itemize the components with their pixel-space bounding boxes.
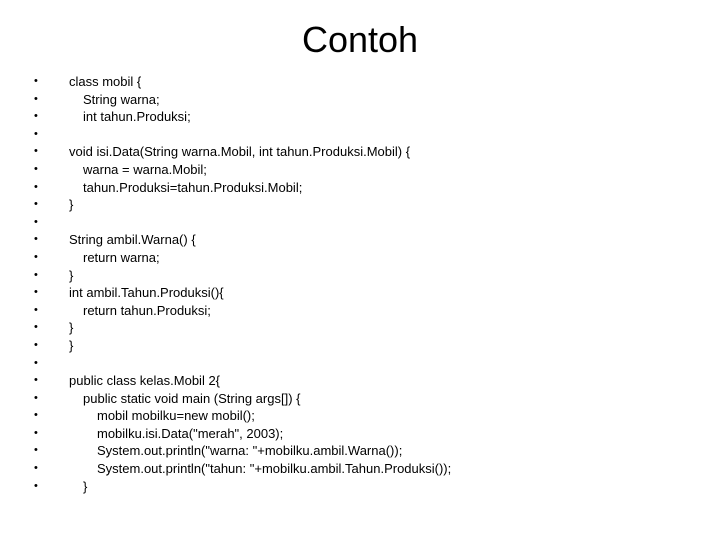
code-line [34,161,451,179]
code-line-text: warna = warna.Mobil; [83,161,207,177]
code-line-text: } [69,267,74,283]
code-line-text: } [69,337,74,353]
bullet-icon: • [34,286,38,299]
code-line [34,179,451,197]
code-line [34,91,451,109]
code-bullet-list [34,73,451,495]
bullet-icon: • [34,426,38,439]
bullet-icon: • [34,356,38,369]
code-line [34,355,451,373]
code-line [34,108,451,126]
code-line [34,143,451,161]
code-line [34,337,451,355]
slide-title [0,14,720,66]
bullet-icon: • [34,409,38,422]
code-line-text: } [69,197,74,213]
bullet-icon: • [34,180,38,193]
bullet-icon: • [34,215,38,228]
code-line-text: class mobil { [69,74,142,89]
code-line [34,442,451,460]
bullet-icon: • [34,338,38,351]
bullet-icon: • [34,92,38,105]
bullet-icon: • [34,444,38,457]
code-line [34,302,451,320]
bullet-icon: • [34,75,38,87]
bullet-icon: • [34,391,38,404]
code-line-text: return warna; [83,249,160,265]
code-line [34,267,451,285]
bullet-icon: • [34,303,38,316]
code-line [34,284,451,302]
code-line-text: } [69,320,74,336]
bullet-icon: • [34,127,38,140]
code-line-text: System.out.println("tahun: "+mobilku.ambil.Tahun.Produksi()); [97,461,452,477]
code-line-text: int ambil.Tahun.Produksi(){ [69,285,224,301]
code-line-text: mobil mobilku=new mobil(); [97,408,255,424]
code-line [34,319,451,337]
bullet-icon: • [34,233,38,246]
code-line-text: int tahun.Produksi; [83,109,191,125]
code-line-text: String ambil.Warna() { [69,232,196,248]
bullet-icon: • [34,110,38,123]
bullet-icon: • [34,198,38,211]
code-line [34,372,451,390]
slide-title-text: Contoh [301,19,419,60]
code-line [34,73,451,91]
code-line [34,214,451,232]
code-line-text: public static void main (String args[]) { [83,390,301,406]
code-line [34,126,451,144]
code-line [34,249,451,267]
code-line-text: public class kelas.Mobil 2{ [69,373,221,389]
code-line-text: tahun.Produksi=tahun.Produksi.Mobil; [83,179,303,195]
code-line-text: String warna; [83,91,160,107]
bullet-icon: • [34,321,38,334]
code-line-text: } [83,478,88,494]
code-line [34,390,451,408]
code-line-text: System.out.println("warna: "+mobilku.ambil.Warna()); [97,443,403,459]
code-line-text: void isi.Data(String warna.Mobil, int tahun.Produksi.Mobil) { [69,144,411,160]
code-line [34,425,451,443]
code-line [34,196,451,214]
bullet-icon: • [34,268,38,281]
code-line [34,407,451,425]
bullet-icon: • [34,462,38,475]
bullet-icon: • [34,479,38,492]
code-line [34,231,451,249]
bullet-icon: • [34,374,38,387]
code-line-text: return tahun.Produksi; [83,302,211,318]
code-line-text: mobilku.isi.Data("merah", 2003); [97,425,284,441]
bullet-icon: • [34,162,38,175]
code-line [34,460,451,478]
bullet-icon: • [34,145,38,158]
bullet-icon: • [34,250,38,263]
code-line [34,478,451,496]
